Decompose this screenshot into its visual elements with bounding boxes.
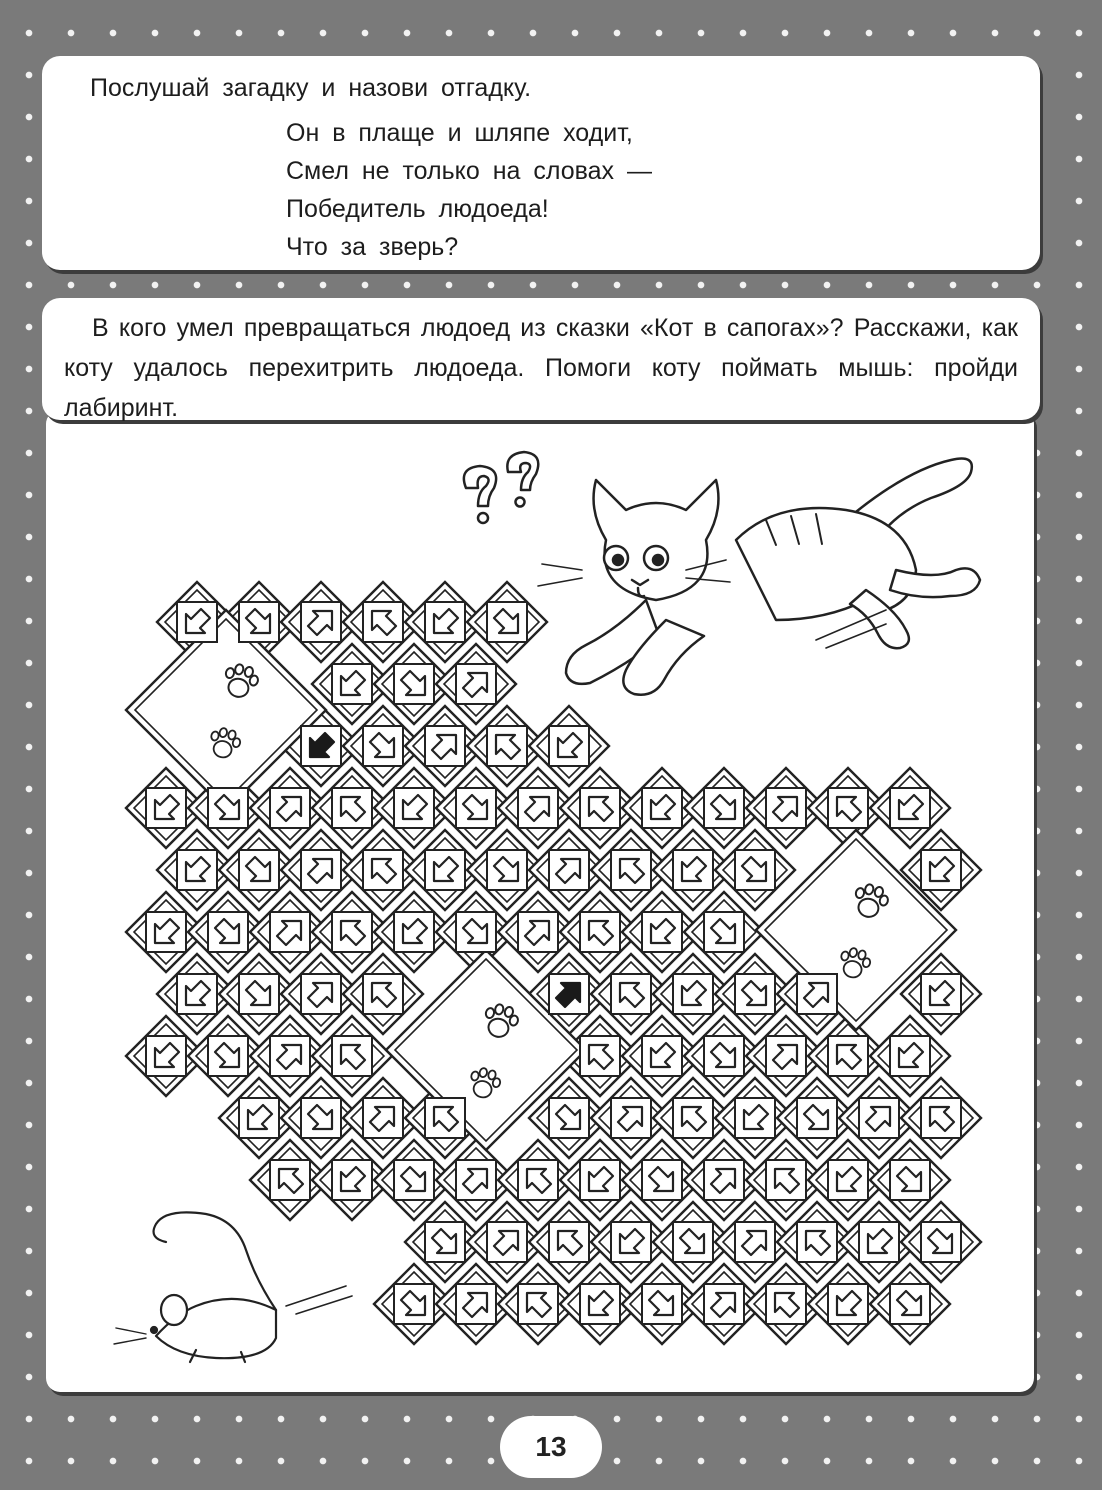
riddle-line-1: Он в плаще и шляпе ходит, [286, 119, 633, 147]
riddle-line-3: Победитель людоеда! [286, 195, 549, 223]
task-card [42, 298, 1040, 420]
mouse-illustration [114, 1212, 352, 1362]
riddle-line-4: Что за зверь? [286, 233, 459, 261]
maze-card [46, 410, 1034, 1392]
riddle-line-2: Смел не только на словах — [286, 157, 652, 185]
task-text: В кого умел превращаться людоед из сказки «Кот в сапогах»? Расскажи, как коту удалось перехитрить людоеда. Помоги коту поймать мышь: пройди лабиринт. [64, 314, 1018, 422]
riddle-card [42, 56, 1040, 270]
maze-labyrinth [46, 410, 1034, 1392]
cat-illustration [538, 459, 980, 695]
page-number: 13 [500, 1416, 602, 1478]
question-marks-icon [464, 452, 538, 523]
riddle-instruction: Послушай загадку и назови отгадку. [90, 74, 532, 102]
